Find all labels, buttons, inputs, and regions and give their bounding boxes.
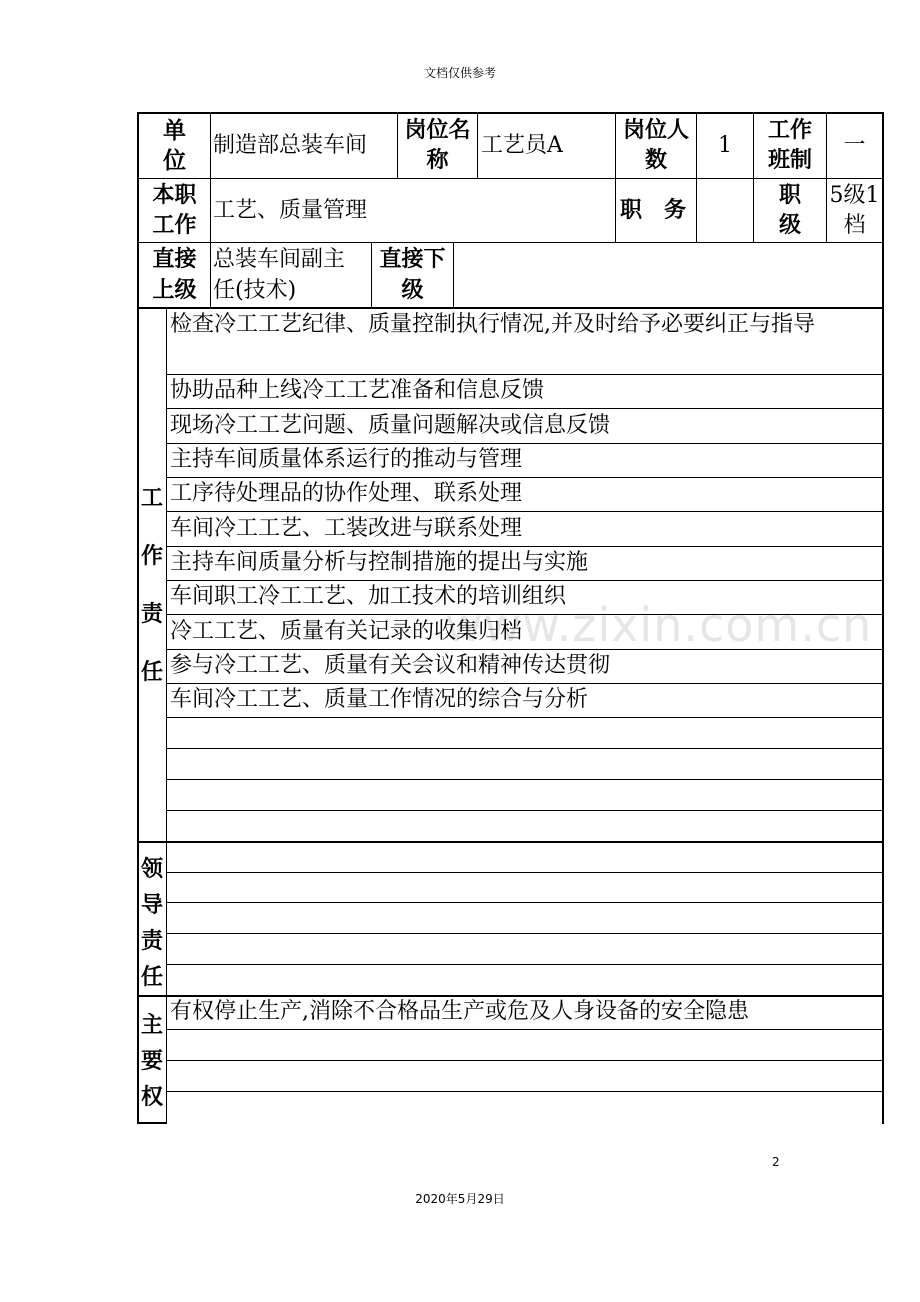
column-divider: [477, 112, 478, 179]
duty-item: 协助品种上线冷工工艺准备和信息反馈: [170, 378, 545, 403]
duty-item: 检查冷工工艺纪律、质量控制执行情况,并及时给予必要纠正与指导: [170, 312, 815, 337]
duty-item: 参与冷工工艺、质量有关会议和精神传达贯彻: [170, 653, 611, 678]
subordinate-value: [455, 243, 882, 307]
row-divider: [166, 810, 884, 811]
column-divider: [210, 112, 211, 242]
post-name-value: 工艺员A: [481, 132, 563, 158]
row-divider: [166, 614, 884, 615]
row-divider: [166, 872, 884, 873]
row-divider: [166, 964, 884, 965]
rights-item: 有权停止生产,消除不合格品生产或危及人身设备的安全隐患: [170, 999, 749, 1024]
unit-label: 单位: [163, 117, 186, 174]
rights-label: 主要权: [140, 1013, 163, 1110]
shift-label: 工作班制: [767, 117, 812, 173]
subordinate-label: 直接下级: [379, 247, 446, 303]
job-work-value: 工艺、质量管理: [213, 197, 368, 223]
row-divider: [166, 1029, 884, 1030]
row-divider: [166, 748, 884, 749]
duty-item: 冷工工艺、质量有关记录的收集归档: [170, 619, 523, 644]
row-divider: [166, 717, 884, 718]
job-work-label: 本职工作: [152, 182, 197, 238]
position-label: 职 务: [620, 197, 687, 223]
footer-date: 2020年5月29日: [415, 1192, 505, 1206]
duty-item: 主持车间质量分析与控制措施的提出与实施: [170, 550, 589, 575]
duties-label: 工作责任: [140, 486, 163, 685]
row-divider: [166, 902, 884, 903]
grade-value: 5级1档: [829, 182, 880, 238]
column-divider: [210, 242, 211, 307]
grade-label: 职级: [778, 182, 801, 238]
duty-item: 工序待处理品的协作处理、联系处理: [170, 481, 523, 506]
page-header: 文档仅供参考: [423, 66, 496, 80]
row-divider: [166, 779, 884, 780]
row-divider: [166, 511, 884, 512]
row-divider: [137, 841, 884, 843]
headcount-label: 岗位人数: [622, 117, 689, 173]
column-divider: [166, 308, 167, 1122]
row-divider: [166, 1091, 884, 1092]
position-value: [697, 179, 753, 242]
column-divider: [453, 242, 454, 307]
duty-item: 车间冷工工艺、工装改进与联系处理: [170, 516, 523, 541]
unit-value: 制造部总装车间: [213, 132, 368, 158]
duty-item: 车间冷工工艺、质量工作情况的综合与分析: [170, 687, 589, 712]
headcount-value: 1: [718, 132, 732, 158]
watermark: www.zixin.com.cn: [445, 598, 873, 652]
page-number: 2: [772, 1155, 780, 1169]
superior-label: 直接上级: [152, 247, 197, 303]
post-name-label: 岗位名称: [404, 117, 471, 173]
row-divider: [166, 933, 884, 934]
duty-item: 车间职工冷工工艺、加工技术的培训组织: [170, 584, 567, 609]
row-divider: [137, 1122, 167, 1124]
duty-item: 主持车间质量体系运行的推动与管理: [170, 447, 523, 472]
leadership-label: 领导责任: [140, 857, 163, 990]
row-divider: [166, 408, 884, 409]
row-divider: [166, 1060, 884, 1061]
duty-item: 现场冷工工艺问题、质量问题解决或信息反馈: [170, 413, 611, 438]
superior-value: 总装车间副主任(技术): [213, 247, 346, 303]
shift-value: 一: [843, 132, 866, 158]
